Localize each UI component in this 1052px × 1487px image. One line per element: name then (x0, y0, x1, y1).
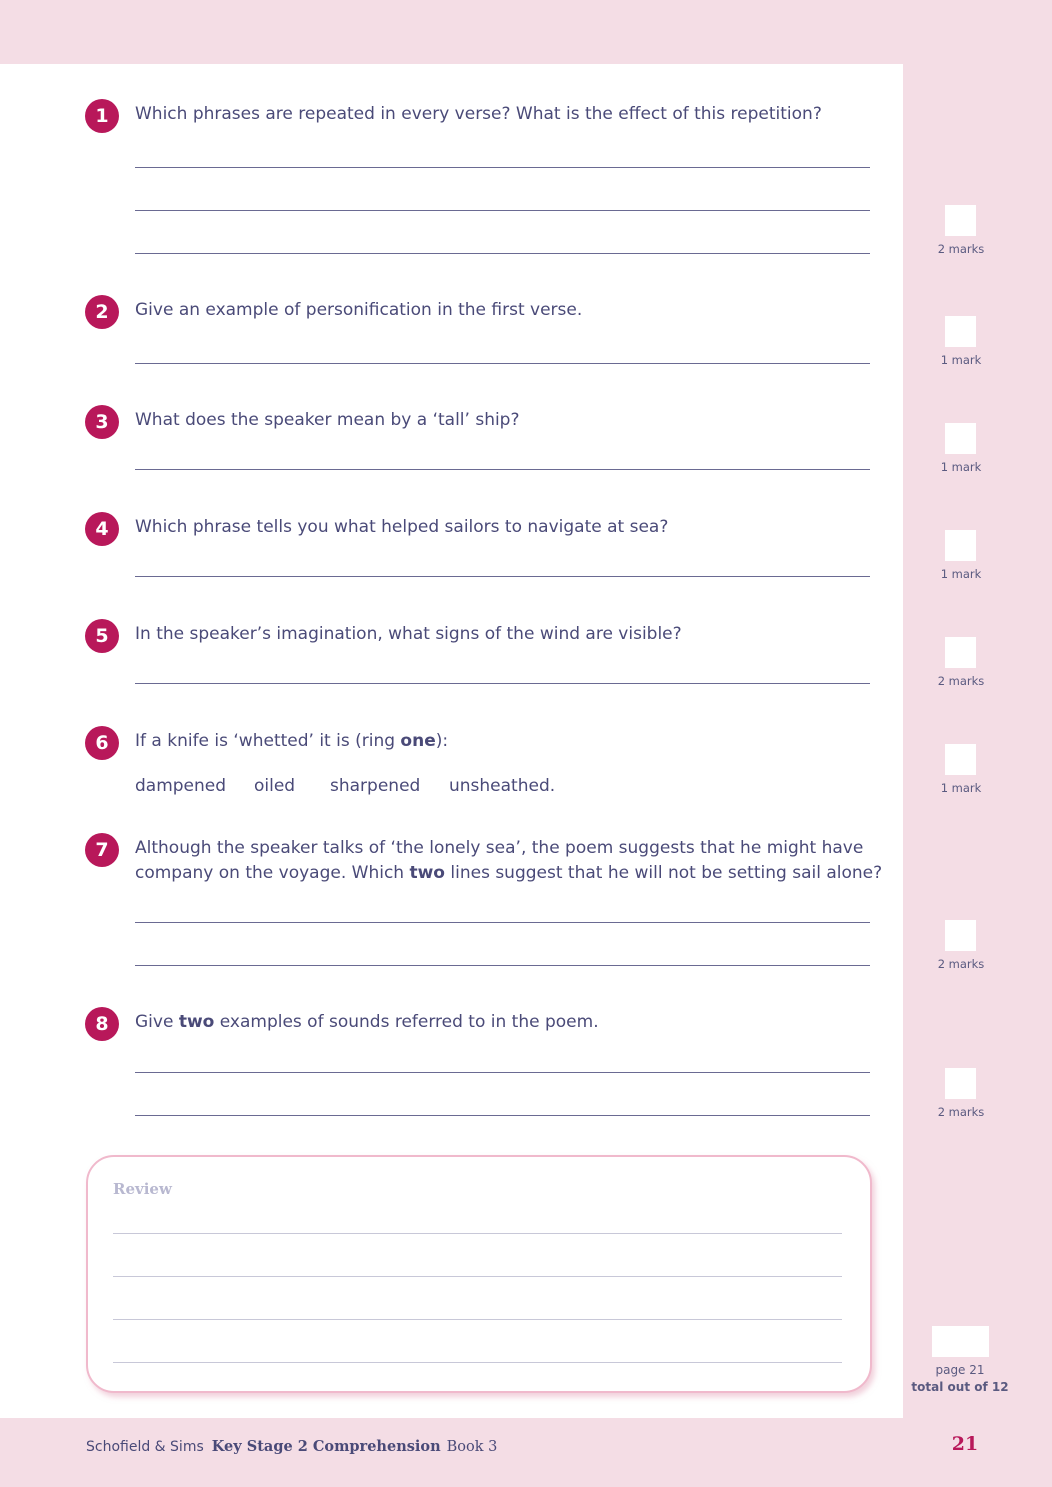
publisher-name: Schofield & Sims (86, 1439, 204, 1455)
question-number: 7 (85, 833, 119, 867)
question-text: Give an example of personification in the first verse. (135, 300, 583, 320)
question-number: 4 (85, 512, 119, 546)
question-text: If a knife is ‘whetted’ it is (ring one): (135, 731, 449, 751)
marks-label: 1 mark (940, 353, 982, 367)
mark-box[interactable] (945, 423, 976, 454)
marks-label: 1 mark (940, 781, 982, 795)
answer-option[interactable]: oiled (254, 776, 296, 796)
marks-label: 2 marks (937, 957, 985, 971)
review-line[interactable] (113, 1233, 842, 1234)
review-line[interactable] (113, 1319, 842, 1320)
answer-line[interactable] (135, 922, 870, 923)
question-text: In the speaker’s imagination, what signs of the wind are visible? (135, 624, 682, 644)
page-total-box[interactable] (932, 1326, 989, 1357)
question-text: Although the speaker talks of ‘the lonely sea’, the poem suggests that he might have (135, 838, 864, 858)
review-line[interactable] (113, 1276, 842, 1277)
answer-line[interactable] (135, 253, 870, 254)
question-number: 2 (85, 295, 119, 329)
question-text: Give two examples of sounds referred to in the poem. (135, 1012, 599, 1032)
answer-option[interactable]: sharpened (330, 776, 421, 796)
question-text: Which phrases are repeated in every verse? What is the effect of this repetition? (135, 104, 822, 124)
question-text: Which phrase tells you what helped sailors to navigate at sea? (135, 517, 669, 537)
answer-line[interactable] (135, 965, 870, 966)
total-label: total out of 12 (911, 1380, 1009, 1394)
review-box (86, 1155, 872, 1393)
answer-line[interactable] (135, 576, 870, 577)
footer-credit (86, 1438, 497, 1455)
marks-label: 2 marks (937, 1105, 985, 1119)
question-number: 3 (85, 405, 119, 439)
answer-line[interactable] (135, 210, 870, 211)
review-line[interactable] (113, 1362, 842, 1363)
review-title: Review (113, 1180, 172, 1198)
answer-option[interactable]: unsheathed. (449, 776, 556, 796)
mark-box[interactable] (945, 205, 976, 236)
marks-label: 1 mark (940, 460, 982, 474)
answer-line[interactable] (135, 469, 870, 470)
mark-box[interactable] (945, 744, 976, 775)
answer-line[interactable] (135, 363, 870, 364)
question-text: What does the speaker mean by a ‘tall’ ship? (135, 410, 520, 430)
series-title: Key Stage 2 Comprehension (211, 1438, 441, 1455)
book-number: Book 3 (446, 1439, 498, 1455)
marks-label: 2 marks (937, 674, 985, 688)
marks-column (903, 64, 1052, 1418)
answer-line[interactable] (135, 1072, 870, 1073)
question-number: 8 (85, 1007, 119, 1041)
question-number: 1 (85, 99, 119, 133)
top-band (0, 0, 1052, 64)
mark-box[interactable] (945, 316, 976, 347)
mark-box[interactable] (945, 530, 976, 561)
answer-line[interactable] (135, 683, 870, 684)
question-text: company on the voyage. Which two lines suggest that he will not be setting sail alone? (135, 863, 883, 883)
answer-line[interactable] (135, 1115, 870, 1116)
question-number: 6 (85, 726, 119, 760)
marks-label: 1 mark (940, 567, 982, 581)
mark-box[interactable] (945, 637, 976, 668)
question-number: 5 (85, 619, 119, 653)
mark-box[interactable] (945, 920, 976, 951)
page-number: 21 (951, 1433, 979, 1455)
mark-box[interactable] (945, 1068, 976, 1099)
answer-line[interactable] (135, 167, 870, 168)
answer-option[interactable]: dampened (135, 776, 227, 796)
marks-label: 2 marks (937, 242, 985, 256)
page-label: page 21 (935, 1363, 985, 1377)
